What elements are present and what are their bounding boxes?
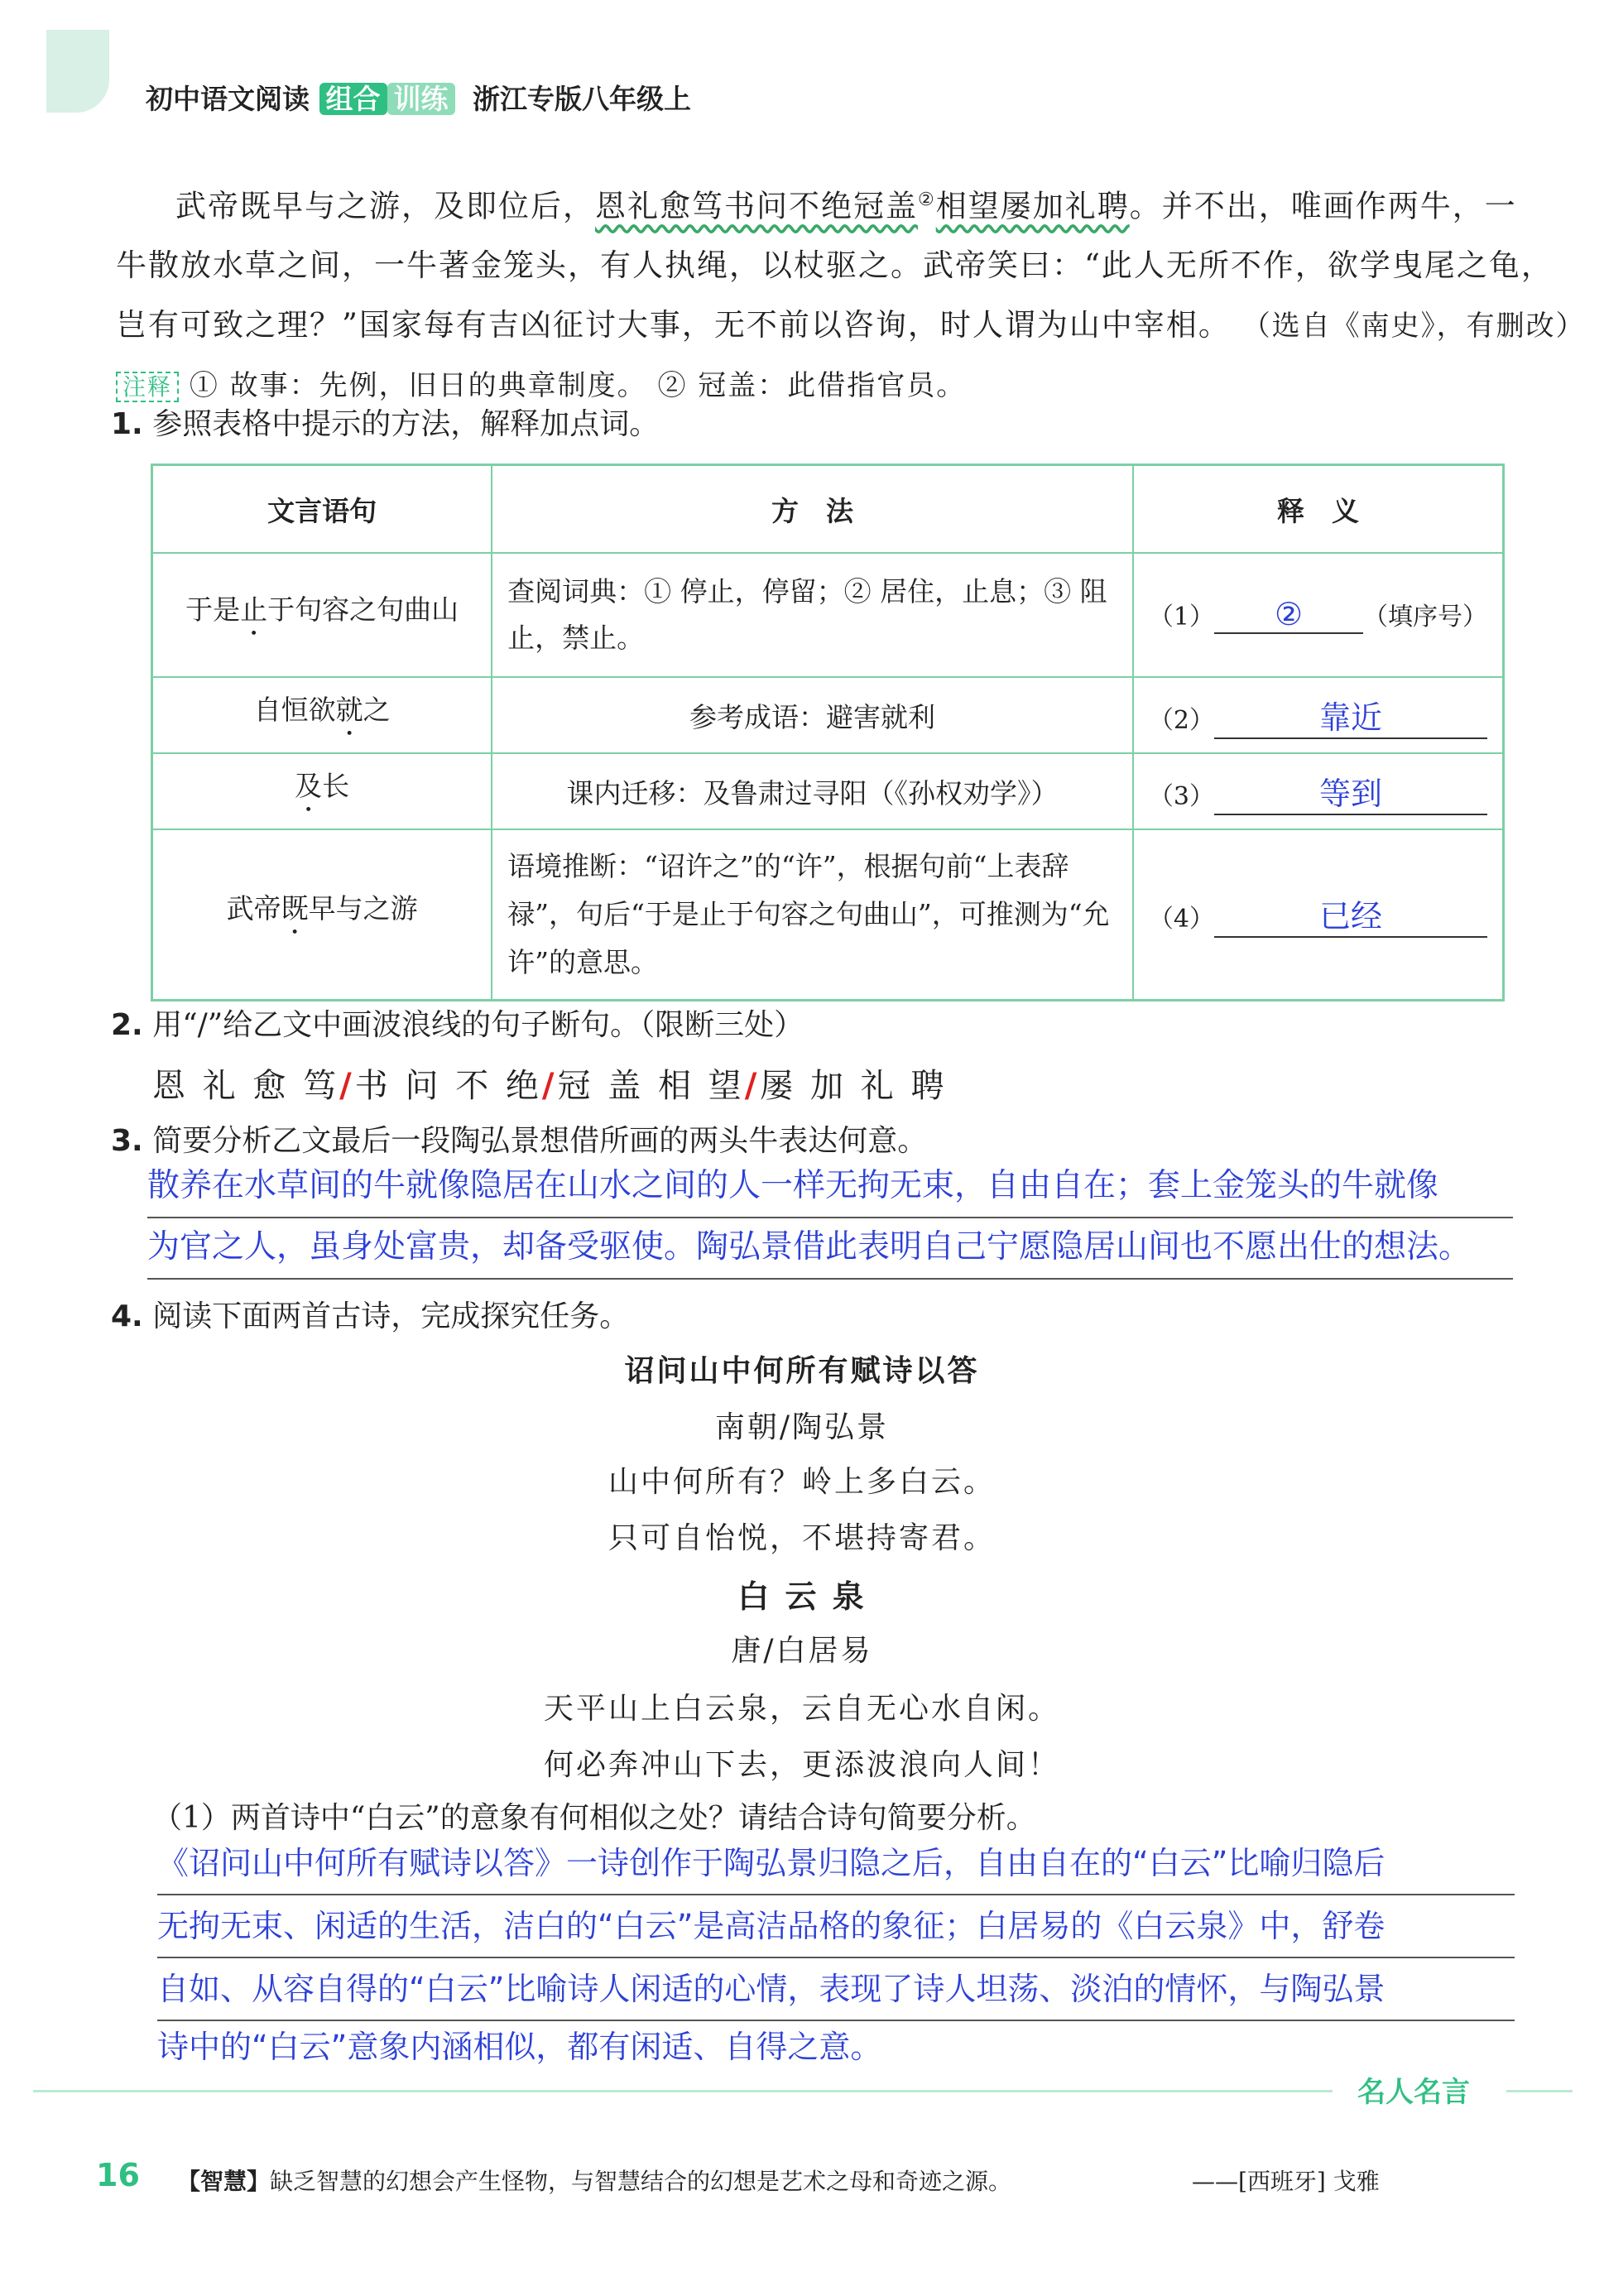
tag-training: 训练 <box>387 83 455 115</box>
question-4: 4. 阅读下面两首古诗，完成探究任务。 <box>111 1299 630 1333</box>
question-3: 3. 简要分析乙文最后一段陶弘景想借所画的两头牛表达何意。 <box>111 1124 928 1158</box>
question-2: 2. 用“/”给乙文中画波浪线的句子断句。（限断三处） <box>111 1008 804 1042</box>
poem2-line-2: 何必奔冲山下去，更添波浪向人间！ <box>543 1748 1060 1782</box>
q3-answer-line-2: 为官之人，虽身处富贵，却备受驱使。陶弘景借此表明自己宁愿隐居山间也不愿出仕的想法。 <box>147 1217 1513 1280</box>
q4-answer-line-1: 《诏问山中何所有赋诗以答》一诗创作于陶弘景归隐之后，自由自在的“白云”比喻归隐后 <box>157 1832 1515 1895</box>
answer-2: 靠近 <box>1318 699 1382 736</box>
answer-table <box>151 464 1505 1001</box>
q4-sub-1: （1）两首诗中“白云”的意象有何相似之处？请结合诗句简要分析。 <box>152 1801 1036 1835</box>
break-mark: / <box>339 1067 355 1105</box>
header-corner <box>46 30 109 113</box>
edition: 浙江专版八年级上 <box>473 83 691 115</box>
footer-author: ——[西班牙] 戈雅 <box>1192 2168 1380 2195</box>
page-header <box>146 78 691 117</box>
poem1-author: 南朝/陶弘景 <box>714 1410 890 1444</box>
passage-line-2: 牛散放水草之间，一牛著金笼头，有人执绳，以杖驱之。武帝笑曰：“此人无所不作，欲学曳尾之龟， <box>116 247 1554 284</box>
footer-quote: 【智慧】缺乏智慧的幻想会产生怪物，与智慧结合的幻想是艺术之母和奇迹之源。 <box>177 2168 1012 2195</box>
poem1-line-1: 山中何所有？岭上多白云。 <box>608 1465 996 1499</box>
notes-tag: 注释 <box>116 372 179 402</box>
passage-line-3: 岂有可致之理？”国家每有吉凶征讨大事，无不前以咨询，时人谓为山中宰相。 （选自《南史》，有删改） <box>116 307 1586 343</box>
table-row: 武帝既早与之游 语境推断：“诏许之”的“许”，根据句前“上表辞禄”，句后“于是止于句容之句曲山”，可推测为“允许”的意思。 （4） 已经 <box>152 829 1504 1000</box>
q3-answer-line-1: 散养在水草间的牛就像隐居在山水之间的人一样无拘无束，自由自在；套上金笼头的牛就像 <box>147 1155 1513 1218</box>
poem1-line-2: 只可自怡悦，不堪持寄君。 <box>608 1521 996 1555</box>
page-number: 16 <box>96 2157 140 2193</box>
notes: 注释 ① 故事：先例，旧日的典章制度。 ② 冠盖：此借指官员。 <box>116 356 1515 417</box>
answer-3: 等到 <box>1318 775 1382 812</box>
footer-section: 名人名言 <box>1357 2076 1470 2109</box>
q4-answer-line-2: 无拘无束、闲适的生活，洁白的“白云”是高洁品格的象征；白居易的《白云泉》中，舒卷 <box>157 1895 1515 1958</box>
poem2-line-1: 天平山上白云泉，云自无心水自闲。 <box>543 1692 1060 1726</box>
answer-4: 已经 <box>1318 898 1382 935</box>
sentence-break-answer: 恩 礼 愈 笃/书 问 不 绝/冠 盖 相 望/屡 加 礼 聘 <box>152 1067 948 1105</box>
tag-combo: 组合 <box>319 83 387 115</box>
footer-rule <box>33 2090 1333 2092</box>
passage <box>116 171 1586 417</box>
source-note: （选自《南史》，有删改） <box>1241 310 1586 343</box>
break-mark: / <box>744 1067 761 1105</box>
poem2-author: 唐/白居易 <box>731 1634 873 1668</box>
col-header-meaning: 释 义 <box>1133 465 1504 554</box>
col-header-method: 方 法 <box>492 465 1133 554</box>
book-title: 初中语文阅读 <box>146 83 310 115</box>
poem1-title: 诏问山中何所有赋诗以答 <box>624 1354 980 1388</box>
poem2-title: 白 云 泉 <box>737 1578 867 1615</box>
wavy-sentence: 恩礼愈笃书问不绝冠盖 <box>595 188 918 224</box>
question-1: 1. 参照表格中提示的方法，解释加点词。 <box>111 407 660 441</box>
break-mark: / <box>541 1067 558 1105</box>
q4-answer-line-4: 诗中的“白云”意象内涵相似，都有闲适、自得之意。 <box>157 2029 882 2065</box>
q4-answer-line-3: 自如、从容自得的“白云”比喻诗人闲适的心情，表现了诗人坦荡、淡泊的情怀，与陶弘景 <box>157 1958 1515 2021</box>
col-header-sentence: 文言语句 <box>152 465 492 554</box>
footer-rule-right <box>1506 2090 1573 2092</box>
table-row: 及长 课内迁移：及鲁肃过寻阳（《孙权劝学》） （3） 等到 <box>152 753 1504 829</box>
table-row: 于是止于句容之句曲山 查阅词典：① 停止，停留；② 居住，止息；③ 阻止，禁止。 （1） ② （填序号） <box>152 553 1504 677</box>
table-row: 自恒欲就之 参考成语：避害就利 （2） 靠近 <box>152 677 1504 753</box>
answer-1: ② <box>1274 596 1304 632</box>
passage-line-1: 武帝既早与之游，及即位后，恩礼愈笃书问不绝冠盖②相望屡加礼聘。并不出，唯画作两牛，一 <box>175 188 1517 224</box>
